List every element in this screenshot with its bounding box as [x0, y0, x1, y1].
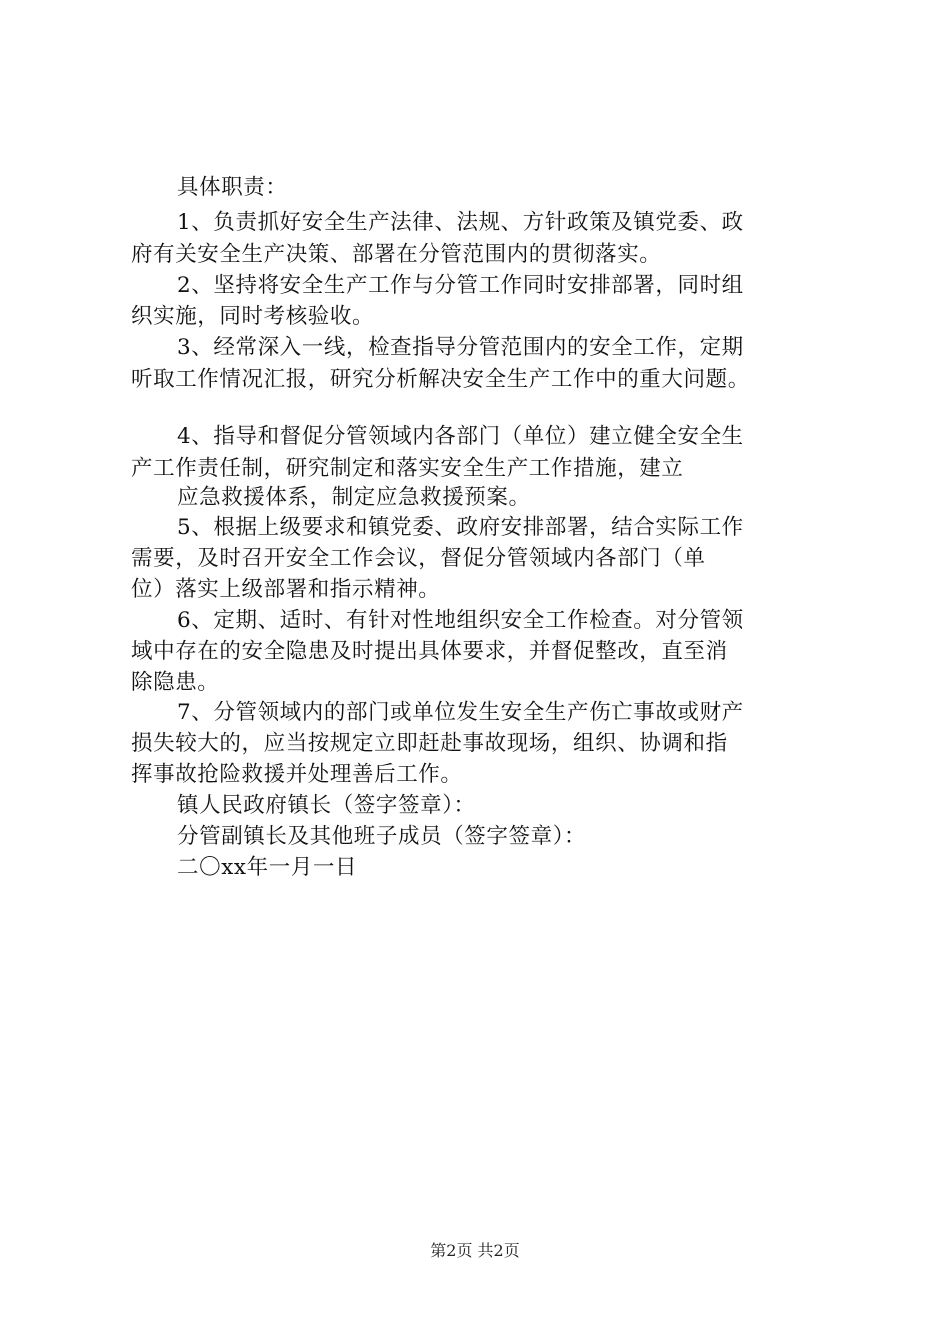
- paragraph-line: 位）落实上级部署和指示精神。: [131, 577, 441, 602]
- section-heading: 具体职责：: [177, 175, 288, 200]
- document-date: 二〇xx年一月一日: [177, 855, 358, 880]
- paragraph-line: 5、根据上级要求和镇党委、政府安排部署，结合实际工作: [177, 515, 744, 540]
- paragraph-line: 挥事故抢险救援并处理善后工作。: [131, 762, 463, 787]
- paragraph-line: 织实施，同时考核验收。: [131, 304, 375, 329]
- page-number-footer: 第2页 共2页: [430, 1241, 520, 1260]
- paragraph-line: 1、负责抓好安全生产法律、法规、方针政策及镇党委、政: [177, 210, 744, 235]
- paragraph-line: 除隐患。: [131, 670, 220, 695]
- signature-deputy: 分管副镇长及其他班子成员（签字签章）：: [177, 824, 587, 849]
- paragraph-line: 4、指导和督促分管领域内各部门（单位）建立健全安全生: [177, 424, 744, 449]
- paragraph-line: 2、坚持将安全生产工作与分管工作同时安排部署，同时组: [177, 273, 744, 298]
- paragraph-line: 产工作责任制，研究制定和落实安全生产工作措施，建立: [131, 456, 684, 481]
- paragraph-line: 需要，及时召开安全工作会议，督促分管领域内各部门（单: [131, 546, 706, 571]
- paragraph-line: 3、经常深入一线，检查指导分管范围内的安全工作，定期: [177, 335, 744, 360]
- paragraph-line: 听取工作情况汇报，研究分析解决安全生产工作中的重大问题。: [131, 367, 750, 392]
- paragraph-line: 域中存在的安全隐患及时提出具体要求，并督促整改，直至消: [131, 639, 728, 664]
- paragraph-line: 7、分管领域内的部门或单位发生安全生产伤亡事故或财产: [177, 700, 744, 725]
- signature-mayor: 镇人民政府镇长（签字签章）：: [177, 793, 476, 818]
- paragraph-line: 府有关安全生产决策、部署在分管范围内的贯彻落实。: [131, 242, 662, 267]
- paragraph-line: 应急救援体系，制定应急救援预案。: [177, 485, 531, 510]
- paragraph-line: 损失较大的，应当按规定立即赶赴事故现场，组织、协调和指: [131, 731, 728, 756]
- paragraph-line: 6、定期、适时、有针对性地组织安全工作检查。对分管领: [177, 608, 744, 633]
